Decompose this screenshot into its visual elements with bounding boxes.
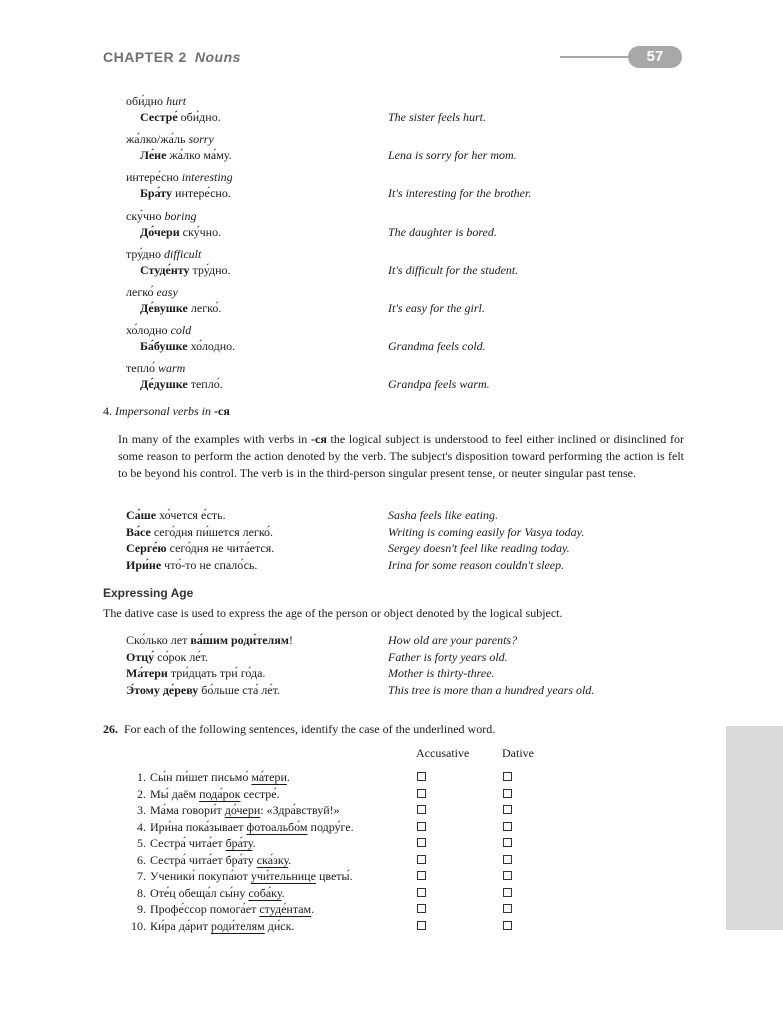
adverb-example [140,109,221,125]
adverb-translation: It's easy for the girl. [388,301,485,315]
impersonal-example-russian [126,540,274,556]
adverb-translation: Grandma feels cold. [388,339,486,354]
sentence-fragment: : «Здра́вствуй!» [260,803,340,817]
exercise-instruction: For each of the following sentences, identify the case of the underlined word. [124,722,496,736]
adverb-russian: ску́чно [126,208,162,223]
exercise-sentence [150,885,285,901]
adverb-word [126,93,186,109]
adverb-example [140,262,231,278]
sentence-fragment: Сы́н пи́шет письмо́ [150,770,252,784]
sentence-fragment: Профе́ссор помога́ет [150,902,260,916]
example-subject: Бра́ту [140,186,173,201]
page-number: 57 [628,46,682,68]
example-subject: Ма́тери [126,666,168,680]
adverb-russian: интере́сно [126,170,179,185]
adverb-gloss: sorry [188,132,214,147]
exercise-sentence [150,769,290,785]
underlined-word: бра́ту [225,836,253,850]
adverb-example [140,147,232,163]
example-predicate: тепло́. [187,377,223,392]
sentence-fragment: Ма́ма говори́т [150,803,225,817]
example-rest: ! [288,633,293,647]
impersonal-example-russian [126,507,226,523]
example-subject: Ва́се [126,524,151,539]
dative-checkbox[interactable] [503,871,512,880]
sentence-fragment: подру́ге. [307,819,354,834]
sentence-fragment: . [311,902,315,916]
adverb-example [140,224,221,240]
impersonal-example-english: Sergey doesn't feel like reading today. [388,541,570,555]
example-rest: бо́льше ста́ ле́т. [198,682,280,697]
sentence-fragment: Ири́на пока́зывает [150,819,247,834]
exercise-sentence [150,901,314,917]
exercise-sentence [150,802,340,818]
age-example-russian [126,665,265,681]
sentence-fragment: сестре́. [240,786,280,801]
chapter-title: Nouns [194,49,241,65]
accusative-checkbox[interactable] [417,921,426,930]
sentence-fragment: Мы́ даём [150,786,200,801]
accusative-checkbox[interactable] [417,838,426,847]
adverb-gloss: difficult [164,246,202,261]
accusative-column-header: Accusative [416,746,470,760]
example-subject: Ири́не [126,557,162,572]
chapter-label: CHAPTER 2 [103,49,187,65]
example-subject: Де́душке [140,377,188,392]
example-subject: ва́шим роди́телям [190,633,289,647]
adverb-russian: хо́лодно [126,323,168,338]
sentence-fragment: . [281,885,285,900]
expressing-age-intro: The dative case is used to express the age of the person or object denoted by the logical subject. [103,606,563,620]
sentence-fragment: Ученики́ покупа́ют [150,869,251,883]
adverb-russian: тру́дно [126,246,162,261]
example-predicate: интере́сно. [172,186,231,201]
adverb-example [140,185,231,201]
impersonal-example-english: Writing is coming easily for Vasya today. [388,524,585,539]
accusative-checkbox[interactable] [417,904,426,913]
example-subject: Сестре́ [140,110,178,124]
sentence-fragment: Сестра́ чита́ет бра́ту [150,852,257,867]
accusative-checkbox[interactable] [417,822,426,831]
underlined-word: студе́нтам [259,902,312,916]
chapter-header [103,49,241,65]
adverb-gloss: hurt [166,94,187,108]
example-predicate: жа́лко ма́му. [166,148,232,163]
age-example-english: Father is forty years old. [388,649,508,664]
adverb-translation: The daughter is bored. [388,224,497,239]
adverb-russian: оби́дно [126,94,164,108]
adverb-word [126,131,214,147]
adverb-word [126,284,178,300]
sentence-fragment: Сестра́ чита́ет [150,836,226,850]
sentence-fragment: . [286,770,290,784]
side-tab [726,726,783,930]
underlined-word: пода́рок [199,786,241,801]
exercise-sentence [150,852,291,868]
exercise-item-number: 8. [137,885,146,900]
dative-checkbox[interactable] [503,789,512,798]
example-predicate: сего́дня не чита́ется. [166,541,275,555]
exercise-sentence [150,835,256,851]
dative-checkbox[interactable] [503,805,512,814]
underlined-word: ска́зку [256,852,289,867]
exercise-heading [103,721,495,737]
adverb-russian: жа́лко/жа́ль [126,132,186,147]
adverb-translation: The sister feels hurt. [388,110,486,124]
underlined-word: до́чери [224,803,261,817]
accusative-checkbox[interactable] [417,871,426,880]
example-predicate: хо́лодно. [187,339,236,354]
age-example-english: This tree is more than a hundred years old. [388,682,595,697]
adverb-example [140,376,223,392]
example-subject: Са́ше [126,508,157,522]
accusative-checkbox[interactable] [417,789,426,798]
section-4-title: 4. Impersonal verbs in -ся [103,404,230,418]
sentence-fragment: Оте́ц обеща́л сы́ну [150,885,249,900]
adverb-word [126,322,191,338]
exercise-item-number: 7. [137,869,146,883]
dative-checkbox[interactable] [503,921,512,930]
dative-checkbox[interactable] [503,855,512,864]
underlined-word: учи́тельнице [250,869,316,883]
example-predicate: тру́дно. [189,262,231,277]
accusative-checkbox[interactable] [417,772,426,781]
example-predicate: что́-то не спало́сь. [161,557,258,572]
adverb-example [140,300,221,316]
sentence-fragment: цветы́. [315,869,353,883]
exercise-sentence [150,868,353,884]
age-example-english: Mother is thirty-three. [388,666,495,680]
age-example-english: How old are your parents? [388,633,518,647]
exercise-item-number: 3. [137,803,146,817]
exercise-sentence [150,819,354,835]
example-subject: Э́тому де́реву [126,682,199,697]
adverb-translation: Grandpa feels warm. [388,377,490,392]
example-subject: Ба́бушке [140,339,188,354]
dative-checkbox[interactable] [503,904,512,913]
adverb-example [140,338,235,354]
example-predicate: оби́дно. [177,110,221,124]
exercise-item-number: 2. [137,786,146,801]
section-4-paragraph: In many of the examples with verbs in -ся the logical subject is understood to feel either inclined or disinclined for some reason to perform the action denoted by the verb. The subject's disposition toward performing the action is felt to be beyond his control. The verb is in the third-person singular present tense, or neuter singular past tense. [118,432,684,480]
sentence-fragment: . [288,852,292,867]
adverb-gloss: boring [164,208,197,223]
sentence-fragment: . [252,836,256,850]
example-rest: три́дцать три́ го́да. [167,666,266,680]
underlined-word: роди́телям [210,918,265,933]
age-example-russian [126,682,280,698]
adverb-word [126,208,196,224]
underlined-word: ма́тери [251,770,287,784]
exercise-item-number: 10. [131,918,146,933]
example-prefix: Ско́лько лет [126,633,191,647]
adverb-gloss: warm [157,361,186,376]
example-subject: Студе́нту [140,262,190,277]
dative-checkbox[interactable] [503,772,512,781]
example-subject: Серге́ю [126,541,167,555]
underlined-word: фотоальбо́м [246,819,308,834]
impersonal-example-english: Irina for some reason couldn't sleep. [388,557,565,572]
accusative-checkbox[interactable] [417,888,426,897]
adverb-word [126,169,233,185]
exercise-item-number: 4. [137,819,146,834]
example-predicate: сего́дня пи́шется легко́. [150,524,274,539]
adverb-word [126,246,201,262]
exercise-sentence [150,786,280,802]
exercise-sentence [150,918,294,934]
adverb-gloss: easy [156,285,178,299]
adverb-word [126,360,185,376]
adverb-translation: It's difficult for the student. [388,262,519,277]
age-example-russian [126,649,208,665]
adverb-translation: It's interesting for the brother. [388,186,532,201]
example-predicate: ску́чно. [179,224,222,239]
underlined-word: соба́ку [248,885,282,900]
adverb-translation: Lena is sorry for her mom. [388,148,517,163]
impersonal-example-russian [126,557,257,573]
example-subject: До́чери [140,224,180,239]
example-predicate: хо́чется е́сть. [156,508,226,522]
adverb-gloss: cold [170,323,192,338]
sentence-fragment: ди́ск. [264,918,295,933]
impersonal-example-english: Sasha feels like eating. [388,508,498,522]
adverb-russian: легко́ [126,285,154,299]
exercise-number: 26. [103,722,118,736]
example-subject: Отцу́ [126,649,155,664]
sentence-fragment: Ки́ра да́рит [150,918,211,933]
exercise-item-number: 6. [137,852,146,867]
example-subject: Ле́не [140,148,167,163]
adverb-gloss: interesting [181,170,233,185]
exercise-item-number: 9. [137,902,146,916]
example-predicate: легко́. [187,301,222,315]
dative-checkbox[interactable] [503,888,512,897]
accusative-checkbox[interactable] [417,805,426,814]
accusative-checkbox[interactable] [417,855,426,864]
dative-column-header: Dative [502,746,534,760]
age-example-russian [126,632,293,648]
exercise-item-number: 5. [137,836,146,850]
adverb-russian: тепло́ [126,361,155,376]
impersonal-example-russian [126,524,273,540]
expressing-age-heading: Expressing Age [103,586,194,600]
exercise-item-number: 1. [137,770,146,784]
dative-checkbox[interactable] [503,822,512,831]
example-subject: Де́вушке [140,301,188,315]
example-rest: со́рок ле́т. [154,649,208,664]
dative-checkbox[interactable] [503,838,512,847]
